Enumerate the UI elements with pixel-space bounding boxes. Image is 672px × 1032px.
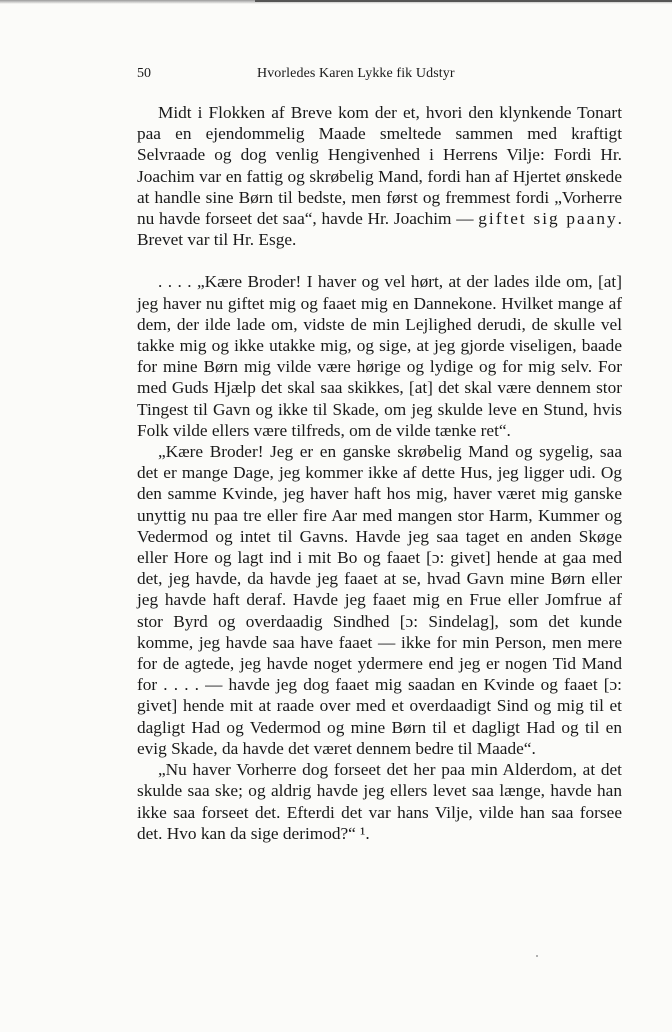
page-header bbox=[137, 66, 527, 86]
running-title: Hvorledes Karen Lykke fik Udstyr bbox=[257, 66, 455, 81]
paragraph-letter-body: „Kære Broder! Jeg er en ganske skrøbelig Mand og sygelig, saa det er mange Dage, jeg kommer ikke af dette Hus, jeg ligger udi. Og den samme Kvinde, jeg haver haft hos mig, haver været mig ganske unyttig nu paa tre eller fire Aar med mangen stor Harm, Kummer og Vedermod og intet til Gavns. Havde jeg saa taget en anden Skøge eller Hore og lagt ind i mit Bo og faaet [ɔ: givet] hende at gaa med det, jeg havde, da havde jeg faaet at se, hvad Gavn mine Børn eller jeg havde haft deraf. Havde jeg faaet mig en Frue eller Jomfrue af stor Byrd og overdaadig Sindhed [ɔ: Sindelag], som det kunde komme, jeg havde saa have faaet — ikke for min Person, men mere for de agtede, jeg havde noget ydermere end jeg er nogen Tid Mand for . . . . — havde jeg dog faaet mig saadan en Kvinde og faaet [ɔ: givet] hende mit at raade over med et overdaadigt Sind og mig til et dagligt Had og Vedermod og mine Børn til et dagligt Had og til en evig Skade, da havde det været dennem bedre til Maade“. bbox=[137, 442, 622, 758]
scan-speck bbox=[536, 955, 538, 957]
scan-border-mark bbox=[255, 0, 672, 2]
paragraph-intro-text: Midt i Flokken af Breve kom der et, hvori den klynkende Tonart paa en ejendommelig Maade smeltede sammen med kraftigt Selvraade og dog venlig Hengivenhed i Herrens Vilje: Fordi Hr. Joachim var en fattig og skrøbelig Mand, fordi han af Hjertet ønskede at handle sine Børn til bedste, men først og fremmest fordi „Vorherre nu havde forseet det saa“, havde Hr. Joachim — bbox=[137, 103, 622, 229]
paragraph-letter-opening: . . . . „Kære Broder! I haver og vel hørt, at der lades ilde om, [at] jeg haver nu giftet mig og faaet mig en Dannekone. Hvilket mange af dem, der ilde lade om, vidste de min Lejlighed derudi, de skulle vel takke mig og ikke utakke mig, og sige, at jeg gjorde viseligen, baade for mine Børn mig vilde være hørige og lydige og for mig selv. For med Guds Hjælp det skal saa skikkes, [at] det skal være dennem stor Tingest til Gavn og ikke til Skade, om jeg skulde leve en Stund, hvis Folk vilde ellers være tilfreds, om de vilde tænke ret“. bbox=[137, 272, 622, 440]
paragraph-intro bbox=[137, 102, 622, 250]
page-number: 50 bbox=[137, 66, 151, 81]
body-text bbox=[137, 102, 622, 844]
paragraph-letter-closing: „Nu haver Vorherre dog forseet det her paa min Alderdom, at det skulde saa ske; og aldrig havde jeg ellers levet saa længe, havde han ikke saa forseet det. Efterdi det var hans Vilje, vilde han saa forsee det. Hvo kan da sige derimod?“ ¹. bbox=[137, 760, 622, 843]
emphasized-phrase: giftet sig paany bbox=[478, 209, 618, 229]
paragraph-intro-end: . Brevet var til Hr. Esge. bbox=[137, 209, 622, 250]
